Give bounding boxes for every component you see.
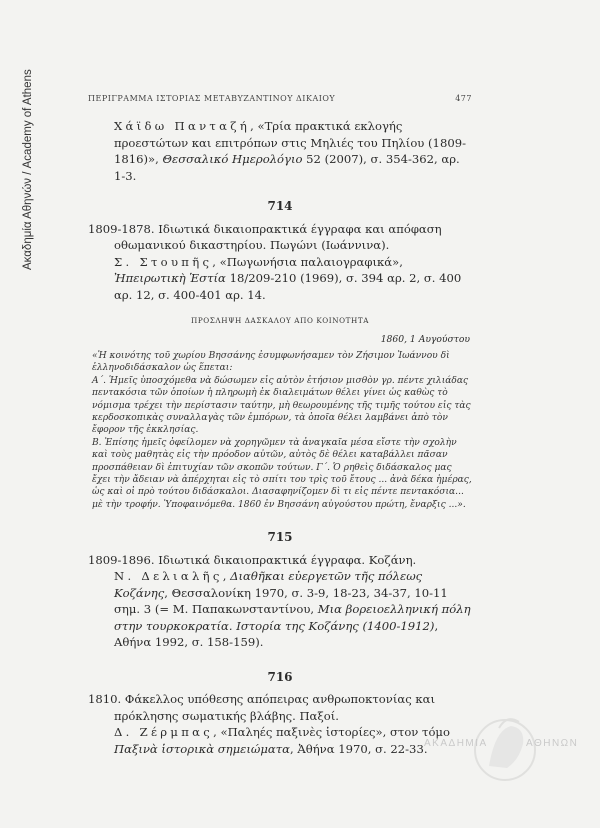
section-number-715: 715 bbox=[267, 530, 293, 545]
ref-text: , bbox=[222, 569, 231, 584]
ref-title: Παξινὰ ἱστορικὰ σημειώματα bbox=[114, 741, 290, 756]
document-title: ΠΡΟΣΛΗΨΗ ΔΑΣΚΑΛΟΥ ΑΠΟ ΚΟΙΝΟΤΗΤΑ bbox=[190, 316, 370, 325]
document-excerpt bbox=[88, 350, 472, 511]
section-number-716: 716 bbox=[267, 669, 293, 684]
ref-author: Χάϊδω Πανταζή bbox=[114, 119, 251, 133]
ref-title: Διαθῆκαι εὐεργετῶν τῆς πόλεως Κοζάνης bbox=[114, 569, 423, 600]
entry-714: 1809-1878. Ιδιωτικά δικαιοπρακτικά έγγραφα και απόφαση οθωμανικού δικαστηρίου. Πωγώνι (Ιωάννινα). bbox=[88, 221, 442, 252]
page-number: 477 bbox=[455, 94, 472, 103]
academy-watermark-icon bbox=[415, 708, 595, 798]
excerpt-paragraph: Α΄. Ἡμεῖς ὑποσχόμεθα νὰ δώσωμεν εἰς αὐτὸν ἐτήσιον μισθὸν γρ. πέντε χιλιάδας πεντακόσια τῶν ὁποίων ἡ πληρωμὴ ἐκ διαλειμάτων θέλει γίνει ὡς καθὼς τὸ νόμισμα τρέχει τὴν περίστασιν ταύτην, μὴ θεωρουμένης τῆς τιμῆς τούτου εἰς τὰς κερδοσκοπικὰς συναλλαγὰς τῶν ἐμπόρων, τὰ ὁποῖα θέλει λαμβάνει ἀπὸ τὸν ἔφορον τῆς ἐκκλησίας. bbox=[92, 375, 471, 436]
ref-text: , «Τρία πρακτικά εκλογής προεστώτων και επιτρόπων στις Μηλιές του Πηλίου (1809-1816)», bbox=[114, 119, 466, 166]
running-title: ΠΕΡΙΓΡΑΜΜΑ ΙΣΤΟΡΙΑΣ ΜΕΤΑΒΥΖΑΝΤΙΝΟΥ ΔΙΚΑΙΟΥ bbox=[88, 94, 336, 103]
entry-715: 1809-1896. Ιδιωτικά δικαιοπρακτικά έγγραφα. Κοζάνη. bbox=[88, 552, 417, 567]
ref-author: Δ. Ζέρμπας bbox=[114, 725, 214, 740]
ref-rest: 52 (2007), σ. 354-362, αρ. 1-3. bbox=[114, 152, 460, 183]
running-header bbox=[88, 94, 472, 103]
ref-text: , «Πωγωνήσια παλαιογραφικά», bbox=[212, 254, 403, 269]
ref-rest-2: , Αθήνα 1992, σ. 158-159). bbox=[114, 618, 439, 650]
excerpt-paragraph: Β. Ἐπίσης ἡμεῖς ὀφείλομεν νὰ χορηγῶμεν τὰ ἀναγκαῖα μέσα εἴστε τὴν σχολὴν καὶ τοὺς μαθητὰς εἰς τὴν πρόοδον αὐτῶν, αὐτὸς δὲ θέλει καταβάλλει πᾶσαν προσπάθειαν δὶ ἐπιτυχίαν τῶν σκοπῶν τούτων. Γ΄. Ὁ ρηθεὶς διδάσκαλος μας ἔχει τὴν ἄδειαν νὰ ἀπέρχηται εἰς τὸ σπίτι του τρὶς τοῦ ἔτους ... ἀνὰ δέκα ἡμέρας, ὡς καὶ οἱ πρὸ τούτου διδάσκαλοι. Διασαφηνίζομεν δὶ τι εἰς πέντε πεντακόσια... μὲ τὴν τροφήν. Ὑποφαινόμεθα. 1860 ἐν Βησσάνη αὐγούστου πρώτη, ἔναρξις ...». bbox=[92, 437, 472, 510]
ref-text: , «Παληές παξινὲς ἱστορίες», στον τόμο bbox=[213, 725, 450, 740]
ref-title-2: Μια βορειοελληνική πόλη στην τουρκοκρατία. Ιστορία της Κοζάνης (1400-1912) bbox=[114, 602, 471, 633]
document-date: 1860, 1 Αυγούστου bbox=[380, 333, 470, 345]
ref-author: Ν. Δελιαλῆς bbox=[114, 569, 223, 584]
reference-714 bbox=[88, 254, 472, 304]
ref-rest: , Ἀθήνα 1970, σ. 22-33. bbox=[290, 741, 428, 756]
watermark-text-right: ΑΘΗΝΩΝ bbox=[526, 738, 579, 749]
reference-top bbox=[88, 118, 472, 184]
ref-rest: , Θεσσαλονίκη 1970, σ. 3-9, 18-23, 34-37, 10-11 σημ. 3 (= Μ. Παπακωνσταντίνου, bbox=[114, 585, 448, 617]
side-watermark-label: Ακαδημία Αθηνών / Academy of Athens bbox=[22, 69, 34, 270]
section-number-714: 714 bbox=[267, 199, 293, 213]
ref-rest: 18/209-210 (1969), σ. 394 αρ. 2, σ. 400 αρ. 12, σ. 400-401 αρ. 14. bbox=[114, 271, 462, 302]
reference-715 bbox=[88, 568, 472, 651]
excerpt-paragraph: «Ἡ κοινότης τοῦ χωρίου Βησσάνης ἐσυμφωνήσαμεν τὸν Ζήσιμον Ἰωάννου δὶ ἑλληνοδιδάσκαλον ὡς ἕπεται: bbox=[92, 351, 450, 374]
ref-journal: Θεσσαλικό Ημερολόγιο bbox=[162, 152, 303, 166]
watermark-text-left: ΑΚΑΔΗΜΙΑ bbox=[424, 738, 488, 749]
ref-author: Σ. Στουπῆς bbox=[114, 254, 213, 269]
page-body bbox=[88, 118, 472, 757]
ref-journal: Ἠπειρωτικὴ Ἑστία bbox=[114, 271, 226, 285]
entry-716: 1810. Φάκελλος υπόθεσης απόπειρας ανθρωποκτονίας και πρόκλησης σωματικής βλάβης. Παξοί. bbox=[88, 692, 436, 723]
